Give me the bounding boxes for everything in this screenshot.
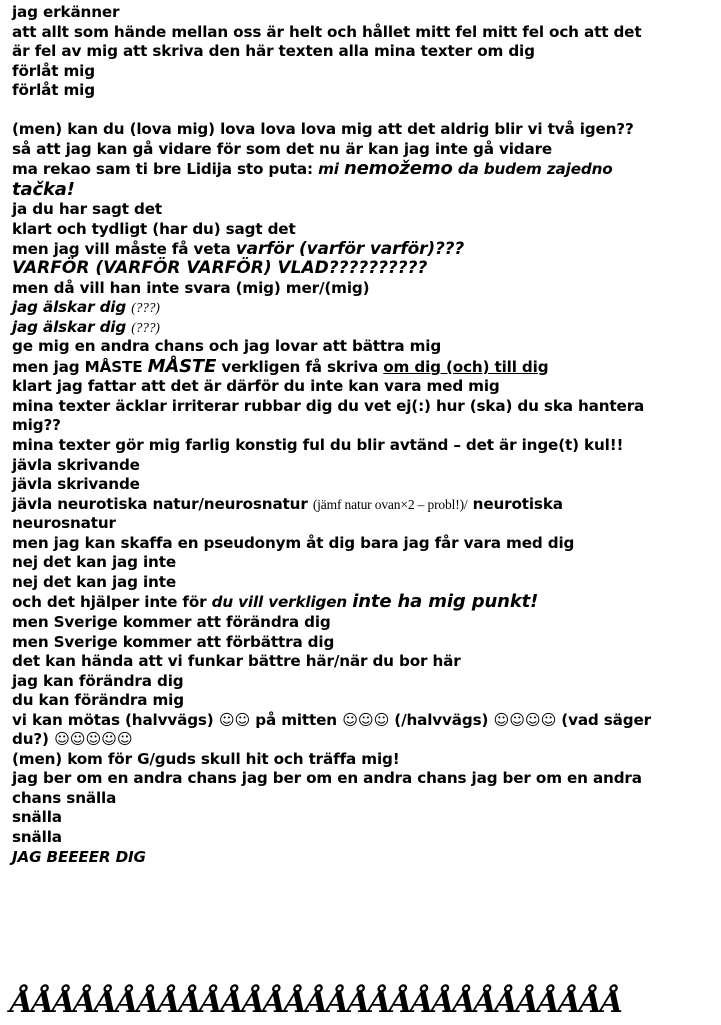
poem-line xyxy=(12,357,662,378)
poem-line: VARFÖR (VARFÖR VARFÖR) VLAD?????????? xyxy=(12,258,428,279)
poem-line: du kan förändra mig xyxy=(12,691,184,710)
poem-line xyxy=(12,495,662,534)
line-segment: verkligen få skriva xyxy=(221,357,379,376)
poem-line: men Sverige kommer att förändra dig xyxy=(12,612,331,631)
poem-line xyxy=(12,240,662,260)
poem-text xyxy=(12,3,662,867)
poem-line: mina texter äcklar irriterar rubbar dig du vet ej(:) hur (ska) du ska hantera mig?? xyxy=(12,396,645,435)
emphasis-segment: tačka! xyxy=(12,178,75,200)
poem-line: men då vill han inte svara (mig) mer/(mig) xyxy=(12,278,370,297)
emphasis-segment: nemožemo xyxy=(343,158,453,180)
line-segment: ma rekao sam ti bre Lidija sto puta: xyxy=(12,160,313,179)
emphasis-segment: varför (varför varför)??? xyxy=(235,238,465,259)
poem-line: ge mig en andra chans och jag lovar att bättra mig xyxy=(12,337,442,356)
poem-line: snälla xyxy=(12,827,62,846)
poem-line: klart jag fattar att det är därför du inte kan vara med mig xyxy=(12,377,500,396)
emphasis-segment: inte ha mig punkt! xyxy=(352,591,539,613)
poem-line: jag ber om en andra chans jag ber om en andra chans jag ber om en andra chans snälla xyxy=(12,769,642,807)
poem-line: jävla skrivande xyxy=(12,475,140,494)
poem-line: mina texter gör mig farlig konstig ful du blir avtänd – det är inge(t) kul!! xyxy=(12,436,624,455)
poem-line: nej det kan jag inte xyxy=(12,553,176,572)
poem-line: JAG BEEEER DIG xyxy=(12,847,146,866)
line-segment: jag älskar dig xyxy=(12,317,127,336)
poem-line: nej det kan jag inte xyxy=(12,572,176,591)
line-segment: neurotiska neurosnatur xyxy=(12,494,563,533)
aside-note: (jämf natur ovan×2 – probl!)/ xyxy=(312,496,468,512)
poem-line xyxy=(12,592,662,613)
poem-line: jävla skrivande xyxy=(12,455,140,474)
aside-note: (???) xyxy=(131,319,160,335)
line-segment: du vill verkligen xyxy=(211,593,348,612)
line-segment: och det hjälper inte för xyxy=(12,593,207,612)
finale-scream-line: ÅÅÅÅÅÅÅÅÅÅÅÅÅÅÅÅÅÅÅÅÅÅÅÅÅÅÅÅÅ xyxy=(10,985,622,1020)
poem-line xyxy=(12,298,662,318)
poem-line: det kan hända att vi funkar bättre här/när du bor här xyxy=(12,652,461,671)
poem-line: men Sverige kommer att förbättra dig xyxy=(12,632,335,651)
poem-line: ja du har sagt det xyxy=(12,200,162,219)
aside-note: (???) xyxy=(131,300,160,316)
line-segment: jag älskar dig xyxy=(12,298,127,317)
poem-line: jag kan förändra dig xyxy=(12,671,184,690)
poem-line: att allt som hände mellan oss är helt och hållet mitt fel mitt fel och att det är fel av mig att skriva den här texten alla mina texter om dig xyxy=(12,22,642,61)
emphasis-segment: MÅSTE xyxy=(147,355,217,377)
line-segment: men jag MÅSTE xyxy=(12,357,143,376)
poem-line: (men) kan du (lova mig) lova lova lova mig att det aldrig blir vi två igen?? xyxy=(12,120,634,139)
poem-line: så att jag kan gå vidare för som det nu är kan jag inte gå vidare xyxy=(12,139,553,158)
poem-line: klart och tydligt (har du) sagt det xyxy=(12,220,296,239)
stanza-break xyxy=(12,101,662,121)
poem-line: men jag kan skaffa en pseudonym åt dig bara jag får vara med dig xyxy=(12,533,575,552)
line-segment: jävla neurotiska natur/neurosnatur xyxy=(12,494,308,513)
poem-line: jag erkänner xyxy=(12,3,120,21)
poem-line: snälla xyxy=(12,808,62,827)
poem-line: förlåt mig xyxy=(12,81,95,100)
line-segment: mi xyxy=(318,160,339,179)
underlined-segment: om dig (och) till dig xyxy=(383,357,549,376)
poem-line: vi kan mötas (halvvägs) ☺☺ på mitten ☺☺☺ (/halvvägs) ☺☺☺☺ (vad säger du?) ☺☺☺☺☺ xyxy=(12,710,651,749)
poem-line xyxy=(12,159,662,200)
poem-line: förlåt mig xyxy=(12,61,95,80)
line-segment: da budem zajedno xyxy=(457,160,613,179)
poem-line xyxy=(12,318,662,338)
poem-line: (men) kom för G/guds skull hit och träffa mig! xyxy=(12,749,400,768)
line-segment: men jag vill måste få veta xyxy=(12,239,231,258)
